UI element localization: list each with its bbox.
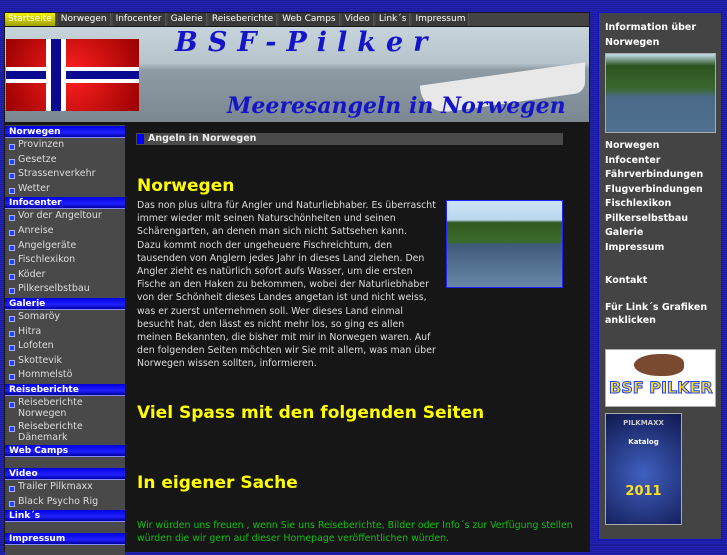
menu-item[interactable]: Angelgeräte — [5, 239, 125, 254]
logo-text: BSF PILKER — [609, 378, 713, 397]
menu-header-video[interactable]: Video — [5, 468, 125, 480]
menu-header-norwegen[interactable]: Norwegen — [5, 126, 125, 138]
top-nav — [5, 13, 589, 26]
page-title: Norwegen — [137, 176, 235, 196]
norway-lake-photo — [446, 200, 563, 288]
right-link[interactable]: Galerie — [605, 227, 644, 238]
pilkmaxx-catalog-image[interactable] — [605, 413, 682, 525]
right-link[interactable]: Infocenter — [605, 154, 661, 166]
menu-header-impressum[interactable]: Impressum — [5, 533, 125, 545]
right-link[interactable]: Norwegen — [605, 140, 660, 151]
right-link[interactable]: Flugverbindungen — [605, 183, 703, 195]
menu-item[interactable]: Reiseberichte Norwegen — [5, 396, 125, 420]
nav-galerie[interactable]: Galerie — [168, 13, 207, 26]
menu-item[interactable]: Hommelstö — [5, 368, 125, 383]
nav-impressum[interactable]: Impressum — [412, 13, 469, 26]
section-title: Angeln in Norwegen — [136, 133, 563, 145]
catalog-label: Katalog — [628, 438, 659, 446]
left-sidebar — [5, 125, 125, 555]
header-banner — [5, 27, 589, 122]
right-link[interactable]: Impressum — [605, 241, 665, 253]
right-link[interactable]: Fährverbindungen — [605, 169, 704, 180]
menu-item[interactable]: Köder — [5, 268, 125, 283]
norway-forest-photo[interactable] — [605, 53, 716, 133]
nav-video[interactable]: Video — [342, 13, 374, 26]
right-title: Information über Norwegen — [605, 22, 697, 48]
right-sidebar — [598, 12, 722, 540]
catalog-brand: PILKMAXX — [623, 419, 664, 427]
main-container — [4, 12, 590, 552]
menu-item[interactable]: Trailer Pilkmaxx — [5, 480, 125, 495]
nav-infocenter[interactable]: Infocenter — [113, 13, 166, 26]
menu-item[interactable]: Somaröy — [5, 310, 125, 325]
menu-item[interactable]: Reiseberichte Dänemark — [5, 420, 125, 444]
menu-item[interactable]: Provinzen — [5, 138, 125, 153]
menu-header-links[interactable]: Link´s — [5, 510, 125, 522]
catalog-year: 2011 — [625, 484, 662, 499]
menu-header-galerie[interactable]: Galerie — [5, 298, 125, 310]
menu-item[interactable]: Strassenverkehr — [5, 167, 125, 182]
nav-reiseberichte[interactable]: Reiseberichte — [209, 13, 277, 26]
nav-links[interactable]: Link´s — [376, 13, 411, 26]
menu-item[interactable]: Vor der Angeltour — [5, 209, 125, 224]
nav-startseite[interactable]: Startseite — [5, 13, 56, 26]
heading-viel-spass: Viel Spass mit den folgenden Seiten — [137, 403, 485, 423]
norway-flag-icon — [6, 39, 139, 111]
note-text: Wir würden uns freuen , wenn Sie uns Reiseberichte, Bilder oder Info´s zur Verfügung stellen würden die wir gern auf dieser Homepage veröffentlichen würden. — [137, 520, 573, 544]
heading-eigener-sache: In eigener Sache — [137, 473, 298, 493]
menu-item[interactable]: Gesetze — [5, 153, 125, 168]
nav-norwegen[interactable]: Norwegen — [58, 13, 111, 26]
intro-text — [137, 199, 442, 371]
intro-paragraph-2: Dazu kommt noch der ungeheuere Fischreichtum, den tausenden von Anglern jedes Jahr in dieses Land ziehen. Den Angler zieht es natürlich sofort aufs Wasser, um die ersten Fische an den Haken zu bekommen, wobei der Naturliebhaber von der Schönheit dieses Landes angetan ist und nicht weiss, was er zuerst unternehmen soll. Wer dieses Land einmal besucht hat, den lässt es nicht mehr los, so ging es allen meinen Bekannten, die bisher mit mir in Norwegen waren. Auf den folgenden Seiten möchten wir Sie mit allem, was man über Norwegen wissen sollten, informieren. — [137, 239, 436, 370]
menu-item[interactable]: Hitra — [5, 325, 125, 340]
bsf-pilker-logo[interactable] — [605, 349, 716, 407]
link-graphics-hint: Für Link´s Grafiken anklicken — [605, 301, 708, 326]
right-link[interactable]: Fischlexikon — [605, 198, 672, 209]
kontakt-link[interactable]: Kontakt — [605, 275, 648, 286]
menu-header-reiseberichte[interactable]: Reiseberichte — [5, 384, 125, 396]
nav-webcams[interactable]: Web Camps — [279, 13, 339, 26]
menu-item[interactable]: Skottevik — [5, 354, 125, 369]
intro-paragraph-1: Das non plus ultra für Angler und Naturliebhaber. Es überrascht immer wieder mit seinen Naturschönheiten und seinen Schärengarten, an denen man sich nicht Sattsehen kann. — [137, 200, 436, 238]
menu-item[interactable]: Black Psycho Rig — [5, 495, 125, 510]
menu-item[interactable]: Wetter — [5, 182, 125, 197]
right-link[interactable]: Pilkerselbstbau — [605, 212, 688, 224]
menu-header-infocenter[interactable]: Infocenter — [5, 197, 125, 209]
banner-subtitle: Meeresangeln in Norwegen — [227, 93, 566, 119]
banner-title: BSF-Pilker — [175, 27, 438, 58]
menu-item[interactable]: Lofoten — [5, 339, 125, 354]
menu-header-webcams[interactable]: Web Camps — [5, 445, 125, 457]
menu-item[interactable]: Anreise — [5, 224, 125, 239]
main-content — [130, 125, 590, 555]
menu-item[interactable]: Pilkerselbstbau — [5, 282, 125, 297]
menu-item[interactable]: Fischlexikon — [5, 253, 125, 268]
